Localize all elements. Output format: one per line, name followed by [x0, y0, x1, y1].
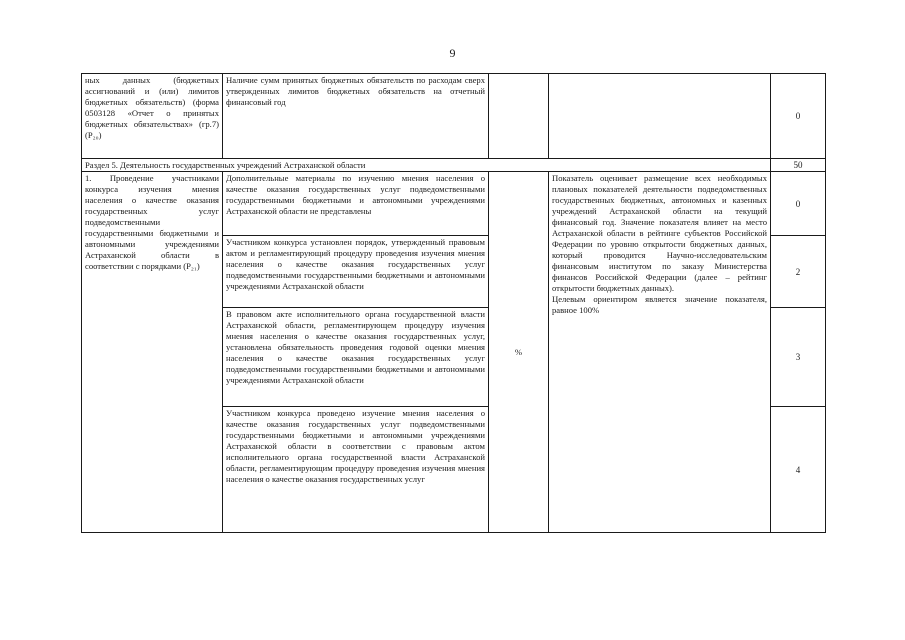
score-cell: 3	[771, 308, 826, 407]
condition-cell: Дополнительные материалы по изучению мнения населения о качестве оказания государственных услуг подведомственными государственными бюджетными и автономными учреждениями Астраханской области не представлены	[223, 172, 489, 236]
unit-cell	[489, 74, 549, 159]
criterion-text: ных данных (бюджетных ассигнований и (или) лимитов бюджетных обязательств) (форма 0503128 «Отчет о принятых бюджетных обязательствах» (гр.7)	[85, 75, 219, 129]
criteria-table	[81, 73, 826, 533]
section-row	[82, 159, 826, 172]
comment-cell	[549, 74, 771, 159]
criterion-code: (P₂₀)	[85, 130, 102, 140]
comment-text: Показатель оценивает размещение всех необходимых плановых показателей деятельности подведомственных государственных бюджетных, автономных и казенных учреждений Астраханской области на текущий финансовый год. Значение показателя влияет на место Астраханской области в рейтинге субъектов Российской Федерации по уровню открытости бюджетных данных, который проводится Научно-исследовательским финансовым институтом по заказу Министерства финансов Российской Федерации (далее – рейтинг открытости бюджетных данных).	[552, 173, 767, 293]
score-cell: 2	[771, 236, 826, 308]
condition-cell: Участником конкурса проведено изучение мнения населения о качестве оказания государственных услуг подведомственными государственными бюджетными и автономными учреждениями Астраханской области в соответствии с правовым актом исполнительного органа государственной власти Астраханской области, регламентирующим процедуру проведения изучения мнения населения о качестве оказания государственных услуг	[223, 407, 489, 533]
table-row	[82, 172, 826, 236]
criterion-cell	[82, 74, 223, 159]
score-cell: 4	[771, 407, 826, 533]
section-title: Раздел 5. Деятельность государственных учреждений Астраханской области	[82, 159, 771, 172]
criterion-code: (P₂₁)	[183, 261, 200, 271]
criterion-cell	[82, 172, 223, 533]
unit-cell: %	[489, 172, 549, 533]
score-cell: 0	[771, 74, 826, 159]
section-score: 50	[771, 159, 826, 172]
table-row	[82, 74, 826, 159]
criterion-text: 1. Проведение участниками конкурса изучения мнения населения о качестве оказания государственных услуг подведомственными государственными бюджетными и автономными учреждениями Астраханской области в соответствии с порядками	[85, 173, 219, 271]
condition-cell: В правовом акте исполнительного органа государственной власти Астраханской области, регламентирующем процедуру изучения мнения населения о качестве оказания государственных услуг, установлена обязательность проведения годовой оценки мнения населения о качестве оказания государственных услуг подведомственными государственными бюджетными и автономными учреждениями Астраханской области	[223, 308, 489, 407]
comment-target: Целевым ориентиром является значение показателя, равное 100%	[552, 294, 767, 315]
comment-cell	[549, 172, 771, 533]
condition-cell: Участником конкурса установлен порядок, утвержденный правовым актом и регламентирующий процедуру проведения изучения мнения населения о качестве оказания государственных услуг подведомственными государственными бюджетными и автономными учреждениями Астраханской области	[223, 236, 489, 308]
score-cell: 0	[771, 172, 826, 236]
condition-cell: Наличие сумм принятых бюджетных обязательств по расходам сверх утвержденных лимитов бюджетных обязательств на отчетный финансовый год	[223, 74, 489, 159]
page-number: 9	[449, 46, 456, 60]
